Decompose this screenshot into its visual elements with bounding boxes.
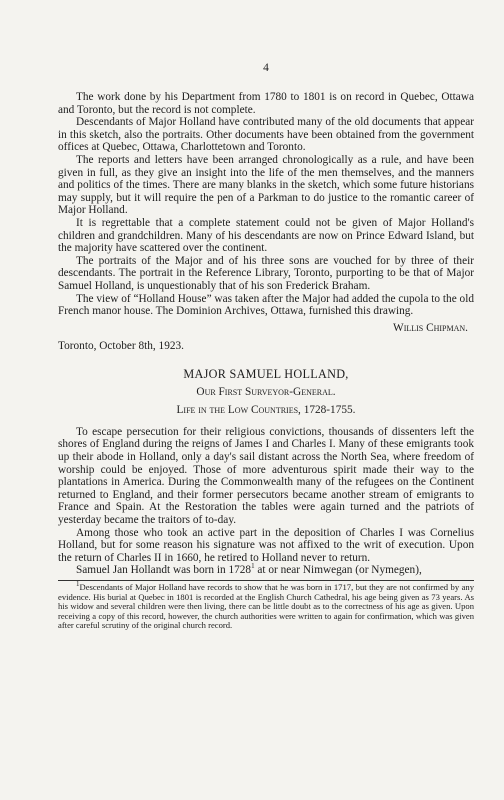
body-paragraph-3-end: at or near Nimwegan (or Nymegen), <box>254 564 422 577</box>
preface-paragraph-4: It is regrettable that a complete statement could not be given of Major Holland's children and grandchildren. Many of his descendants are now on Prince Edward Island, but the majority have scattered over the continent. <box>58 216 474 255</box>
footnote <box>58 580 474 631</box>
dateline: Toronto, October 8th, 1923. <box>58 340 184 353</box>
body-paragraph-2: Among those who took an active part in the deposition of Charles I was Cornelius Holland, but for some reason his signature was not affixed to the writ of execution. Upon the return of Charles II in 1660, he retired to Holland never to return. <box>58 526 474 564</box>
preface-section <box>58 91 474 353</box>
preface-paragraph-6: The view of “Holland House” was taken after the Major had added the cupola to the old French manor house. The Dominion Archives, Ottawa, furnished this drawing. <box>58 292 474 318</box>
preface-paragraph-5: The portraits of the Major and of his three sons are vouched for by three of their descendants. The portrait in the Reference Library, Toronto, purporting to be that of Major Samuel Holland, is unquestionably that of his son Frederick Braham. <box>58 254 474 292</box>
body-paragraph-1: To escape persecution for their religious convictions, thousands of dissenters left the shores of England during the reigns of James I and Charles I. Many of these emigrants took up their abode in Holland, only a day's sail distant across the North Sea, where freedom of worship could be enjoyed. Those of more adventurous spirit made their way to the plantations in America. During the Commonwealth many of the refugees on the Continent returned to England, and their former persecutors became another stream of emigrants to France and Spain. At the Restoration the tables were again turned and the patriots of yesterday became the traitors of to-day. <box>58 425 474 527</box>
footnote-divider <box>58 580 474 581</box>
chapter-title: MAJOR SAMUEL HOLLAND, <box>183 366 349 381</box>
preface-paragraph-3: The reports and letters have been arranged chronologically as a rule, and have been given in full, as they give an insight into the life of the men themselves, and the manners and politics of the times. There are many blanks in the sketch, which some future historians may supply, but it will require the pen of a Parkman to do justice to the romantic career of Major Holland. <box>58 153 474 217</box>
page-number: 4 <box>263 62 269 74</box>
body-paragraph-3-start: Samuel Jan Hollandt was born in 1728 <box>76 564 252 577</box>
chapter-body <box>58 426 474 577</box>
preface-paragraph-1: The work done by his Department from 1780 to 1801 is on record in Quebec, Ottawa and Toronto, but the record is not complete. <box>58 91 474 116</box>
chapter-subtitle: Our First Surveyor-General. <box>196 385 336 398</box>
footnote-marker: 1 <box>76 580 80 589</box>
section-title: Life in the Low Countries, 1728-1755. <box>176 403 356 416</box>
footnote-reference: 1 <box>251 562 255 571</box>
body-paragraph-3 <box>58 564 474 577</box>
author-signature: Willis Chipman. <box>393 321 468 334</box>
preface-paragraph-2: Descendants of Major Holland have contributed many of the old documents that appear in this sketch, also the portraits. Other documents have been obtained from the government offices at Quebec, Ottawa, Charlottetown and Toronto. <box>58 116 474 154</box>
footnote-text: Descendants of Major Holland have records to show that he was born in 1717, but they are not confirmed by any evidence. His burial at Quebec in 1801 is recorded at the English Church Cathedral, his age being given as 73 years. As his widow and several children were then living, there can be little doubt as to the correctness of his age as given. Upon receiving a copy of this record, however, the church authorities were written to again for confirmation, which was given after careful scrutiny of the original church record. <box>58 582 474 631</box>
